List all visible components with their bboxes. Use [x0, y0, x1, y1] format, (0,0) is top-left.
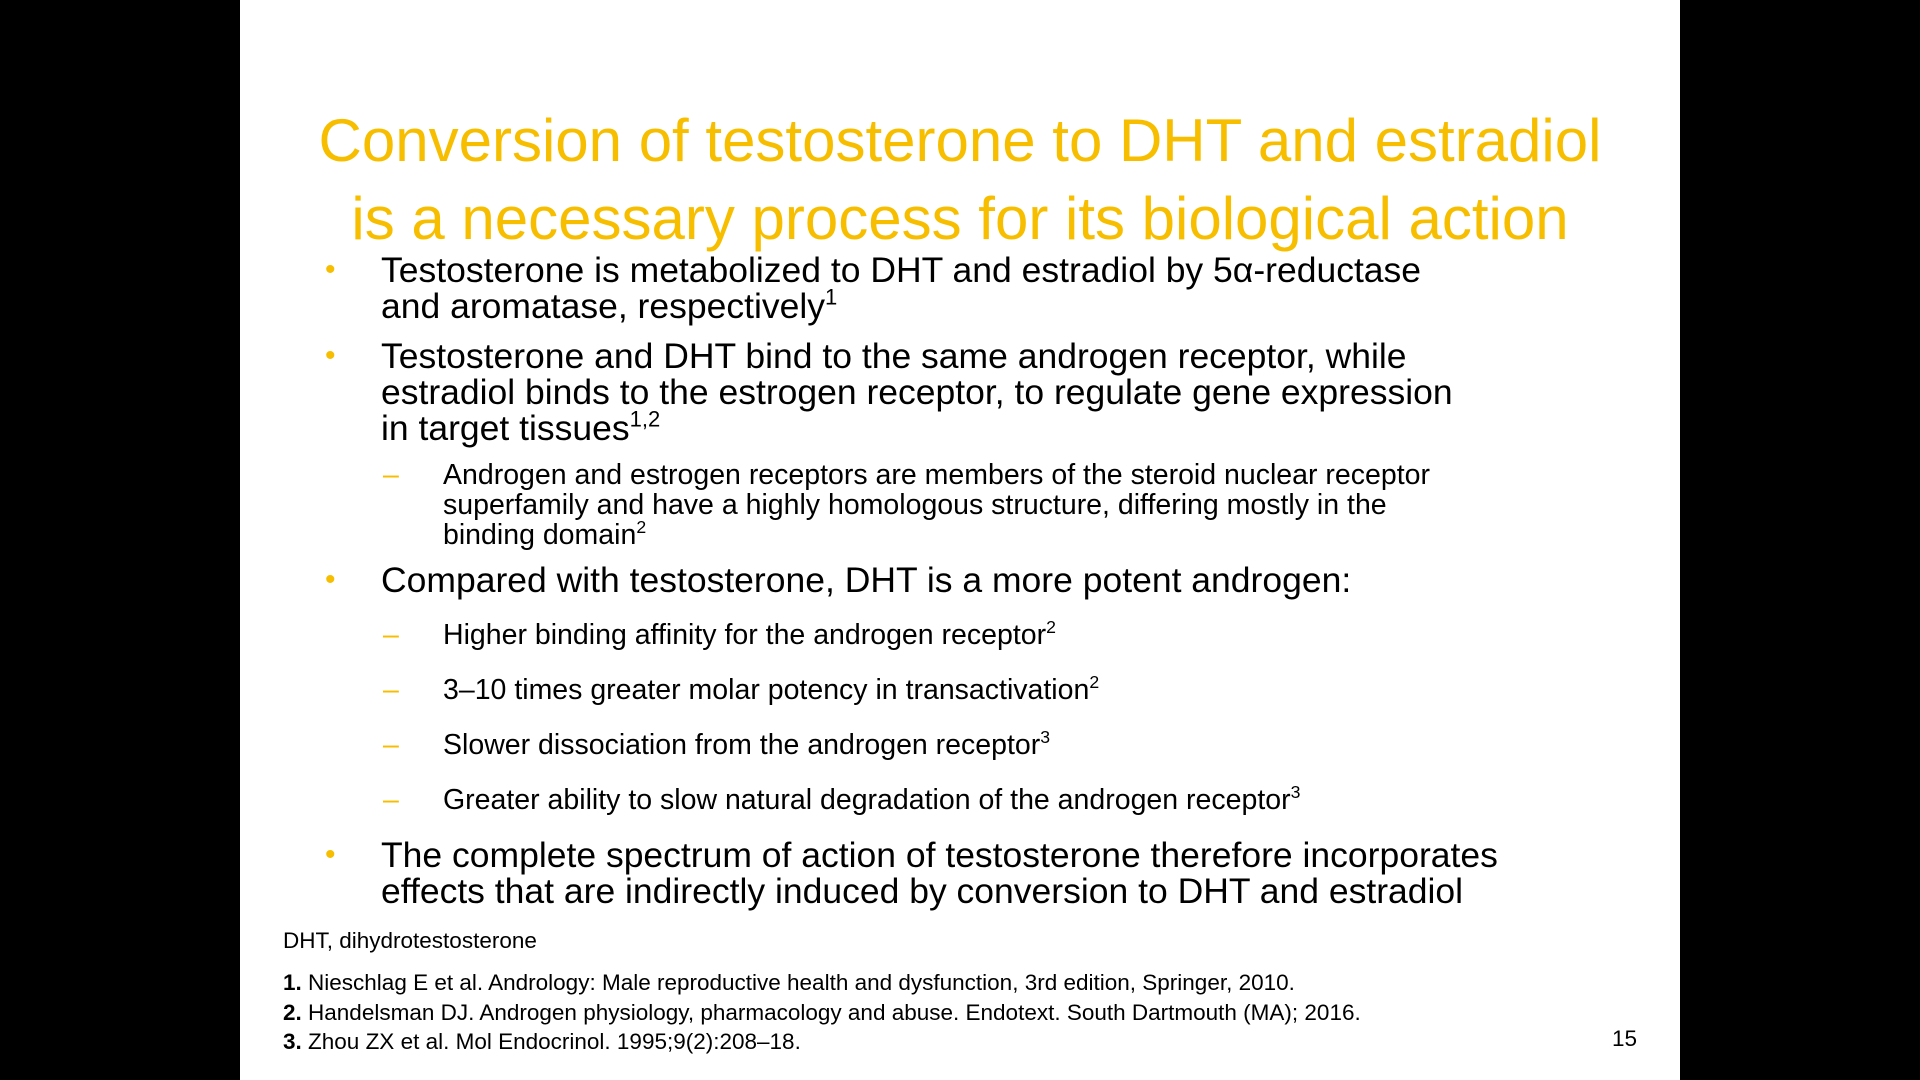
- bullet-marker: •: [325, 339, 336, 372]
- bullet-marker: •: [325, 253, 336, 286]
- bullet-marker: •: [325, 838, 336, 871]
- sub-bullet-line: Androgen and estrogen receptors are members of the steroid nuclear receptor: [443, 459, 1430, 491]
- bullet-line: Testosterone is metabolized to DHT and estradiol by 5α-reductase: [381, 250, 1422, 290]
- citation-sup: 3: [1040, 727, 1051, 748]
- reference-number: 1.: [283, 970, 302, 995]
- sub-bullet-line: superfamily and have a highly homologous structure, differing mostly in the: [443, 489, 1387, 521]
- bullet-line: The complete spectrum of action of testosterone therefore incorporates: [381, 835, 1498, 875]
- title-line-1: Conversion of testosterone to DHT and estradiol: [318, 107, 1602, 175]
- reference-list: [283, 968, 1483, 1057]
- reference-item: [283, 1027, 1483, 1057]
- citation-sup: 3: [1290, 782, 1301, 803]
- sub-bullet-transactivation: [325, 672, 1635, 706]
- bullet-line: Compared with testosterone, DHT is a more potent androgen:: [381, 560, 1352, 600]
- bullet-line: effects that are indirectly induced by conversion to DHT and estradiol: [381, 871, 1464, 911]
- sub-bullet-homology: [325, 460, 1635, 550]
- sub-bullet-marker: –: [383, 729, 399, 761]
- reference-text: Nieschlag E et al. Andrology: Male reproductive health and dysfunction, 3rd edition, Springer, 2010.: [308, 970, 1295, 995]
- title-line-2: is a necessary process for its biological action: [351, 185, 1569, 253]
- sub-bullet-line: binding domain: [443, 519, 637, 551]
- bullet-line: Testosterone and DHT bind to the same androgen receptor, while: [381, 336, 1407, 376]
- slide: [240, 0, 1680, 1080]
- sub-bullet-degradation: [325, 782, 1635, 816]
- citation-sup: 1,2: [629, 406, 661, 432]
- bullet-potency: [325, 562, 1635, 598]
- citation-sup: 2: [1089, 672, 1100, 693]
- sub-bullet-line: Slower dissociation from the androgen receptor: [443, 729, 1041, 761]
- sub-bullet-line: 3–10 times greater molar potency in transactivation: [443, 674, 1090, 706]
- bullet-spectrum: [325, 837, 1635, 909]
- citation-sup: 2: [1046, 617, 1056, 638]
- sub-bullet-affinity: [325, 617, 1635, 651]
- sub-bullet-marker: –: [383, 619, 399, 651]
- bullet-line: estradiol binds to the estrogen receptor, to regulate gene expression: [381, 372, 1453, 412]
- reference-number: 3.: [283, 1029, 302, 1054]
- sub-bullet-marker: –: [383, 784, 399, 816]
- bullet-marker: •: [325, 563, 336, 596]
- bullet-line: in target tissues: [381, 408, 630, 448]
- bullet-line: and aromatase, respectively: [381, 286, 825, 326]
- bullet-receptors: [325, 338, 1635, 446]
- reference-item: [283, 968, 1483, 998]
- sub-bullet-line: Greater ability to slow natural degradation of the androgen receptor: [443, 784, 1291, 816]
- abbreviation-note: DHT, dihydrotestosterone: [283, 928, 537, 953]
- slide-title: [240, 102, 1680, 258]
- sub-bullet-marker: –: [383, 459, 399, 491]
- reference-item: [283, 998, 1483, 1028]
- sub-bullet-marker: –: [383, 674, 399, 706]
- bullet-list: [325, 252, 1635, 909]
- reference-text: Handelsman DJ. Androgen physiology, pharmacology and abuse. Endotext. South Dartmouth (MA); 2016.: [308, 999, 1361, 1025]
- page-number: 15: [1611, 1026, 1637, 1051]
- reference-text: Zhou ZX et al. Mol Endocrinol. 1995;9(2):208–18.: [308, 1029, 801, 1054]
- citation-sup: 1: [824, 284, 838, 310]
- sub-bullet-dissociation: [325, 727, 1635, 761]
- bullet-metabolism: [325, 252, 1635, 324]
- reference-number: 2.: [283, 999, 302, 1025]
- citation-sup: 2: [636, 517, 647, 538]
- sub-bullet-line: Higher binding affinity for the androgen receptor: [443, 619, 1047, 651]
